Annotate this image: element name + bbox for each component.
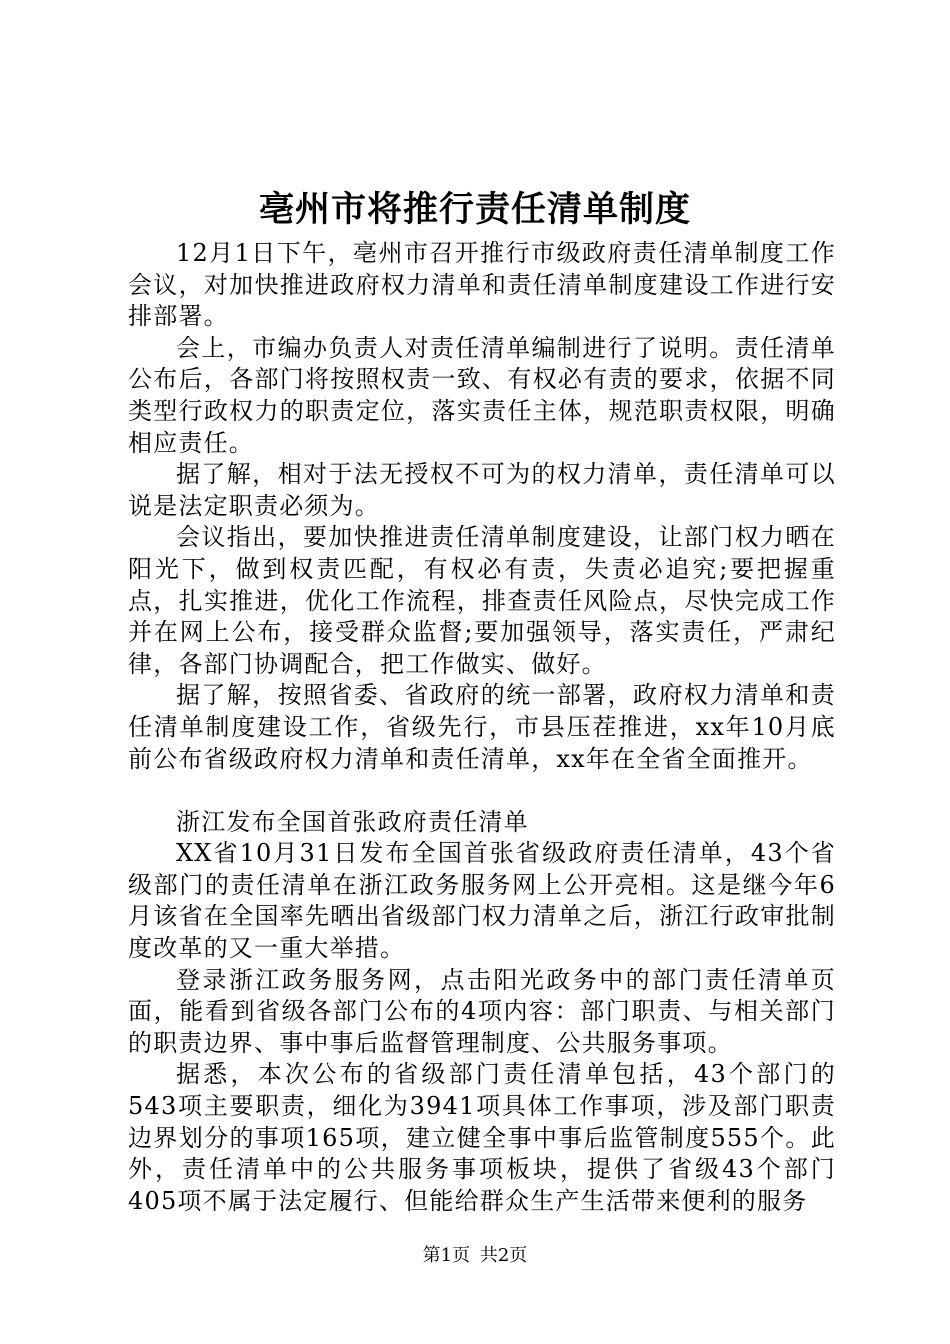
page-number: 第1页 bbox=[422, 1245, 471, 1266]
page-title: 亳州市将推行责任清单制度 bbox=[258, 189, 691, 230]
section-heading: 浙江发布全国首张政府责任清单 bbox=[176, 807, 529, 836]
paragraph-4: 会议指出，要加快推进责任清单制度建设，让部门权力晒在阳光下，做到权责匹配，有权必有责，失责必追究;要把握重点，扎实推进，优化工作流程，排查责任风险点，尽快完成工作并在网上公布，接受群众监督;要加强领导，落实责任，严肃纪律，各部门协调配合，把工作做实、做好。 bbox=[128, 523, 836, 678]
blank-line bbox=[128, 775, 836, 807]
page-total: 共2页 bbox=[479, 1245, 528, 1266]
document-body bbox=[128, 238, 836, 1217]
paragraph-7: 登录浙江政务服务网，点击阳光政务中的部门责任清单页面，能看到省级各部门公布的4项内容：部门职责、与相关部门的职责边界、事中事后监督管理制度、公共服务事项。 bbox=[128, 965, 836, 1057]
paragraph-1: 12月1日下午，亳州市召开推行市级政府责任清单制度工作会议，对加快推进政府权力清单和责任清单制度建设工作进行安排部署。 bbox=[128, 239, 836, 331]
paragraph-8: 据悉，本次公布的省级部门责任清单包括，43个部门的543项主要职责，细化为3941项具体工作事项，涉及部门职责边界划分的事项165项，建立健全事中事后监管制度555个。此外，责任清单中的公共服务事项板块，提供了省级43个部门405项不属于法定履行、但能给群众生产生活带来便利的服务 bbox=[128, 1060, 836, 1215]
paragraph-2: 会上，市编办负责人对责任清单编制进行了说明。责任清单公布后，各部门将按照权责一致、有权必有责的要求，依据不同类型行政权力的职责定位，落实责任主体，规范职责权限，明确相应责任。 bbox=[128, 333, 836, 457]
page-footer bbox=[0, 1244, 950, 1268]
paragraph-6: XX省10月31日发布全国首张省级政府责任清单，43个省级部门的责任清单在浙江政务服务网上公开亮相。这是继今年6月该省在全国率先晒出省级部门权力清单之后，浙江行政审批制度改革的又一重大举措。 bbox=[128, 839, 836, 963]
paragraph-5: 据了解，按照省委、省政府的统一部署，政府权力清单和责任清单制度建设工作，省级先行，市县压茬推进，xx年10月底前公布省级政府权力清单和责任清单，xx年在全省全面推开。 bbox=[128, 681, 836, 773]
paragraph-3: 据了解，相对于法无授权不可为的权力清单，责任清单可以说是法定职责必须为。 bbox=[128, 460, 836, 520]
